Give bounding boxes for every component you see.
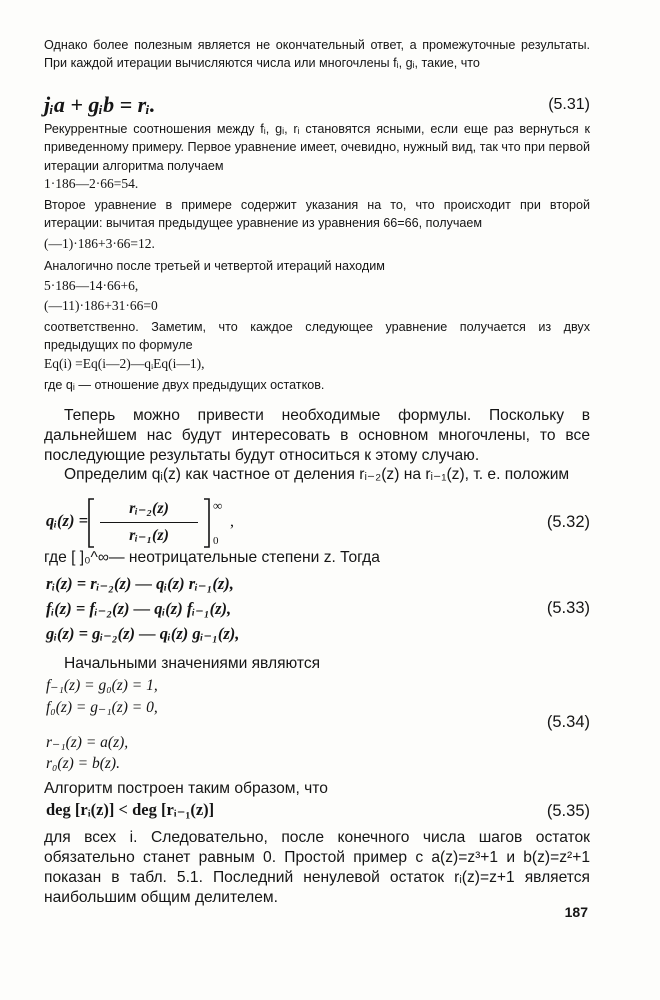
- equation-5-33-f: fᵢ(z) = fᵢ₋₂(z) — qᵢ(z) fᵢ₋₁(z),: [46, 599, 232, 618]
- bracket-superscript: ∞: [213, 498, 223, 513]
- intro-paragraph: Однако более полезным является не окончательный ответ, а промежуточные результаты. При каждой итерации вычисляются числа или многочлены fᵢ, gᵢ, такие, что: [44, 38, 590, 71]
- quotient-definition-line: где qᵢ — отношение двух предыдущих остатков.: [44, 378, 325, 392]
- initial-values-line: Начальными значениями являются: [64, 655, 321, 672]
- second-iteration-paragraph: Второе уравнение в примере содержит указания на то, что происходит при второй итерации: вычитая предыдущее уравнение из уравнения 66=66, получаем: [44, 198, 590, 231]
- formulas-intro-paragraph: Теперь можно привести необходимые формулы. Поскольку в дальнейшем нас будут интересовать в основном многочлены, то все последующие результаты будут относиться к этому случаю.: [44, 407, 590, 464]
- fraction-numerator: rᵢ₋₂(z): [129, 500, 169, 517]
- fraction-denominator: rᵢ₋₁(z): [129, 527, 169, 544]
- equation-5-32-fraction: [96, 498, 202, 547]
- equation-5-33-r: rᵢ(z) = rᵢ₋₂(z) — qᵢ(z) rᵢ₋₁(z),: [46, 574, 234, 593]
- eq-recursion-equation: Eq(i) =Eq(i—2)—qᵢEq(i—1),: [44, 356, 205, 371]
- equation-number-5-32: (5.32): [546, 513, 590, 531]
- equation-number-5-34: (5.34): [546, 713, 590, 731]
- equation-5-35: deg [rᵢ(z)] < deg [rᵢ₋₁(z)]: [46, 800, 215, 819]
- quotient-definition-paragraph: Определим qᵢ(z) как частное от деления rᵢ₋₂(z) на rᵢ₋₁(z), т. е. положим: [64, 466, 570, 483]
- fraction-bar: [100, 522, 198, 523]
- equation-5-31: jᵢa + gᵢb = rᵢ.: [44, 92, 156, 117]
- formula-paragraph: соответственно. Заметим, что каждое следующее уравнение получается из двух предыдущих по формуле: [44, 320, 590, 353]
- initial-value-r-minus-1: r₋₁(z) = a(z),: [46, 734, 129, 751]
- equation-5-32-comma: ,: [230, 513, 234, 530]
- first-iteration-equation: 1·186—2·66=54.: [44, 176, 139, 191]
- initial-value-f-minus-1: f₋₁(z) = g₀(z) = 1,: [46, 677, 158, 694]
- second-iteration-equation: (—1)·186+3·66=12.: [44, 236, 155, 251]
- recurrence-paragraph: Рекуррентные соотношения между fᵢ, gᵢ, rᵢ становятся ясными, если еще раз вернуться к приведенному примеру. Первое уравнение имеет, очевидно, нужный вид, так что при первой итерации алгоритма получаем: [44, 122, 590, 173]
- initial-value-f-0: f₀(z) = g₋₁(z) = 0,: [46, 699, 158, 716]
- fourth-iteration-equation: (—11)·186+31·66=0: [44, 298, 158, 313]
- page-number: 187: [564, 904, 588, 920]
- equation-number-5-35: (5.35): [546, 802, 590, 820]
- bracket-subscript: 0: [213, 535, 219, 547]
- conclusion-paragraph: для всех i. Следовательно, после конечного числа шагов остаток обязательно станет равным 0. Простой пример с a(z)=z³+1 и b(z)=z²+1 показан в табл. 5.1. Последний ненулевой остаток rᵢ(z)=z+1 является наибольшим общим делителем.: [44, 829, 590, 906]
- initial-value-r-0: r₀(z) = b(z).: [46, 755, 120, 772]
- equation-5-33-g: gᵢ(z) = gᵢ₋₂(z) — qᵢ(z) gᵢ₋₁(z),: [46, 624, 240, 643]
- equation-number-5-31: (5.31): [548, 96, 590, 113]
- equation-5-32-lhs: qᵢ(z) =: [46, 511, 88, 530]
- nonnegative-powers-line: где [ ]₀^∞— неотрицательные степени z. Тогда: [44, 549, 380, 566]
- algorithm-construction-line: Алгоритм построен таким образом, что: [44, 780, 328, 797]
- third-fourth-paragraph: Аналогично после третьей и четвертой итераций находим: [44, 259, 385, 273]
- third-iteration-equation: 5·186—14·66+6,: [44, 278, 139, 293]
- equation-number-5-33: (5.33): [546, 599, 590, 617]
